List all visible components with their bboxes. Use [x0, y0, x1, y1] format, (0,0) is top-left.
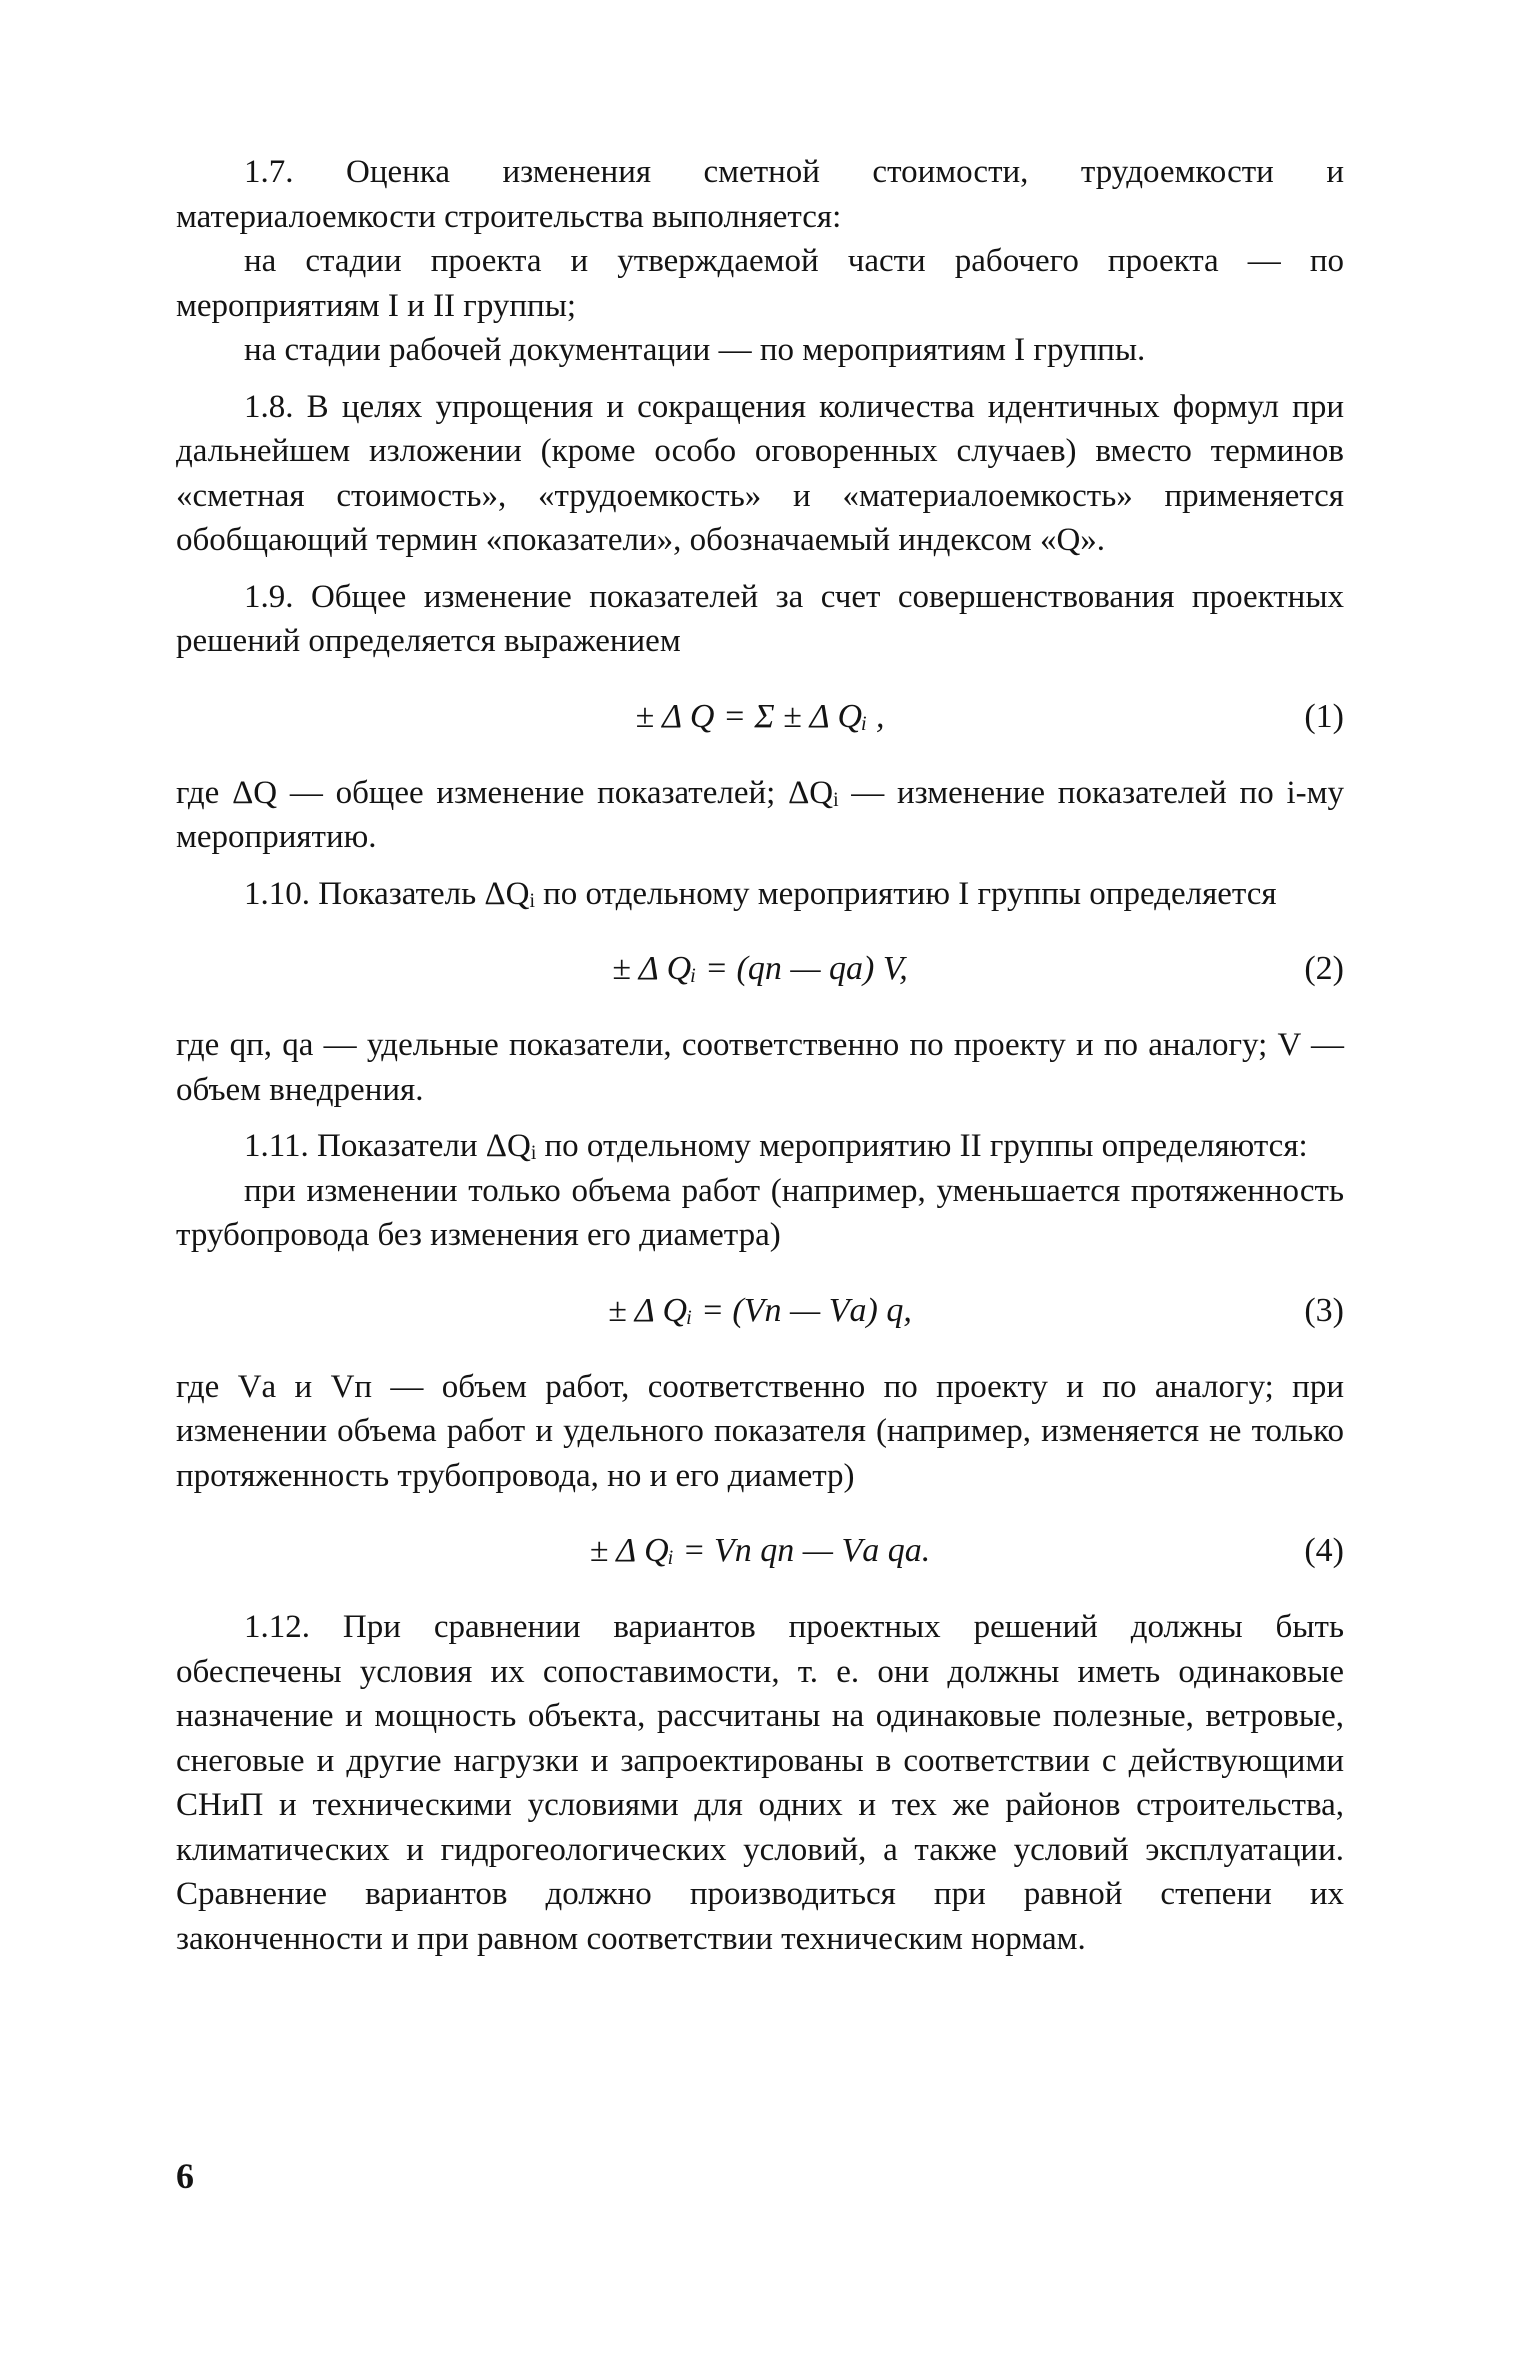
paragraph-1-11-volume-only: при изменении только объема работ (например, уменьшается протяженность трубопровода без изменения его диаметра): [176, 1172, 1344, 1253]
formula-2-number: (2): [1304, 950, 1344, 987]
formula-1-expression: ± Δ Q = Σ ± Δ Qᵢ ,: [635, 697, 885, 735]
paragraph-1-9: 1.9. Общее изменение показателей за счет совершенствования проектных решений определяется выражением: [176, 578, 1344, 659]
formula-2: [176, 947, 1344, 991]
paragraph-1-7-stage-project: на стадии проекта и утверждаемой части рабочего проекта — по мероприятиям I и II группы;: [176, 243, 1344, 324]
page-number: 6: [176, 2156, 194, 2196]
paragraph-1-11: 1.11. Показатели ΔQᵢ по отдельному мероприятию II группы определяются:: [244, 1128, 1308, 1164]
text-block: [176, 150, 1344, 1961]
formula-3-expression: ± Δ Qᵢ = (Vп — Vа) q,: [608, 1291, 912, 1329]
formula-1: [176, 695, 1344, 739]
paragraph-1-11-where: где Vа и Vп — объем работ, соответственно по проекту и по аналогу; при изменении объема работ и удельного показателя (например, изменяется не только протяженность трубопровода, но и его диаметр): [176, 1368, 1344, 1494]
formula-2-expression: ± Δ Qᵢ = (qп — qа) V,: [612, 950, 908, 987]
paragraph-1-12: 1.12. При сравнении вариантов проектных решений должны быть обеспечены условия их сопоставимости, т. е. они должны иметь одинаковые назначение и мощность объекта, рассчитаны на одинаковые полезные, ветровые, снеговые и другие нагрузки и запроектированы в соответствии с действующими СНиП и техническими условиями для одних и тех же районов строительства, климатических и гидрогеологических условий, а также условий эксплуатации. Сравнение вариантов должно производиться при равной степени их законченности и при равном соответствии техническим нормам.: [176, 1609, 1344, 1957]
paragraph-1-8: 1.8. В целях упрощения и сокращения количества идентичных формул при дальнейшем изложении (кроме особо оговоренных случаев) вместо терминов «сметная стоимость», «трудоемкость» и «материалоемкость» применяется обобщающий термин «показатели», обозначаемый индексом «Q».: [176, 388, 1344, 558]
paragraph-1-7: 1.7. Оценка изменения сметной стоимости, трудоемкости и материалоемкости строительства выполняется:: [176, 154, 1344, 235]
paragraph-1-10-where: где qп, qа — удельные показатели, соответственно по проекту и по аналогу; V — объем внедрения.: [176, 1027, 1344, 1108]
formula-3: [176, 1289, 1344, 1333]
formula-3-number: (3): [1304, 1291, 1344, 1329]
paragraph-1-7-stage-working: на стадии рабочей документации — по мероприятиям I группы.: [244, 332, 1146, 368]
formula-4-number: (4): [1304, 1532, 1344, 1569]
formula-4: [176, 1529, 1344, 1573]
formula-4-expression: ± Δ Qᵢ = Vп qп — Vа qа.: [589, 1532, 931, 1569]
paragraph-1-10: 1.10. Показатель ΔQᵢ по отдельному мероприятию I группы определяется: [244, 875, 1277, 912]
paragraph-1-9-where: где ΔQ — общее изменение показателей; ΔQᵢ — изменение показателей по i-му мероприятию.: [176, 774, 1344, 855]
formula-1-number: (1): [1304, 697, 1344, 735]
